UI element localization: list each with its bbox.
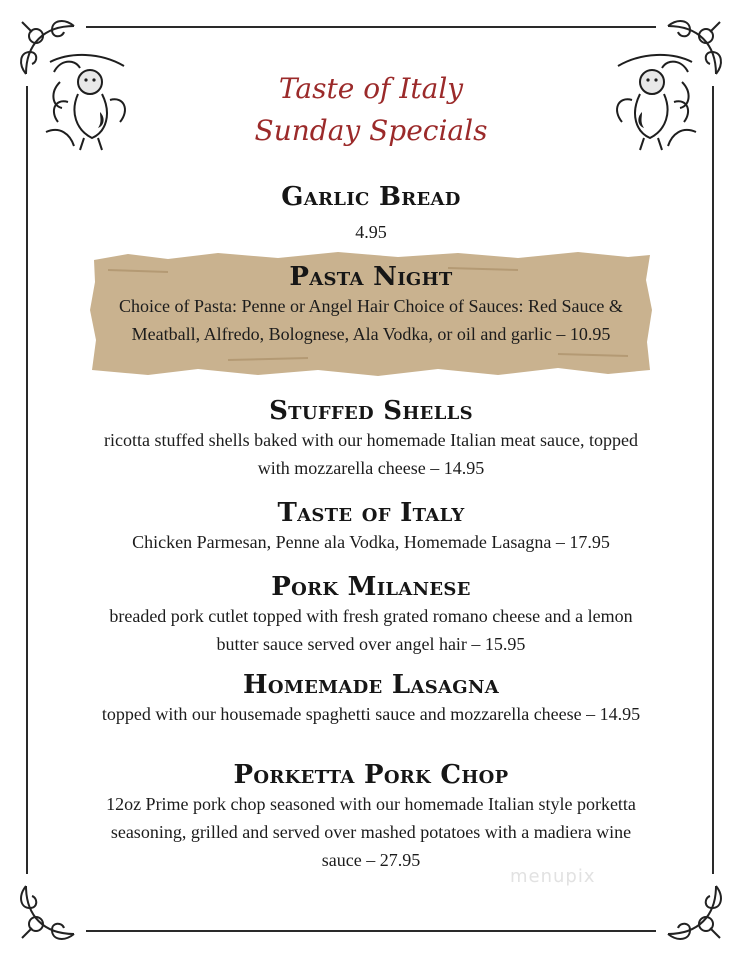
item-name: Pork Milanese [271,572,471,602]
item-name: Porketta Pork Chop [233,760,509,790]
watermark: menupix [510,866,596,887]
menu-title: Taste of Italy [278,72,464,105]
item-name: Garlic Bread [281,182,461,212]
item-name: Pasta Night [289,262,453,292]
item-description: Chicken Parmesan, Penne ala Vodka, Homemade Lasagna – 17.95 [132,532,610,552]
menu-subtitle: Sunday Specials [254,114,488,147]
corner-flourish-icon [656,874,728,946]
corner-flourish-icon [14,874,86,946]
menu-item [90,498,652,556]
item-name: Homemade Lasagna [243,670,499,700]
menu-item [90,572,652,658]
item-description: 12oz Prime pork chop seasoned with our homemade Italian style porketta seasoning, grilled and served over mashed potatoes with a madiera wine sauce – 27.95 [106,794,636,870]
menu-item [90,760,652,874]
menu-item [90,396,652,482]
menu-item [90,262,652,348]
item-description: ricotta stuffed shells baked with our homemade Italian meat sauce, topped with mozzarella cheese – 14.95 [104,430,638,478]
menu-item [90,182,652,246]
item-description: breaded pork cutlet topped with fresh grated romano cheese and a lemon butter sauce served over angel hair – 15.95 [109,606,633,654]
item-price: 4.95 [355,222,387,242]
menu-item [90,670,652,728]
item-description: Choice of Pasta: Penne or Angel Hair Choice of Sauces: Red Sauce & Meatball, Alfredo, Bolognese, Ala Vodka, or oil and garlic – 10.95 [119,296,623,344]
item-name: Stuffed Shells [269,396,473,426]
item-name: Taste of Italy [277,498,465,528]
item-description: topped with our housemade spaghetti sauce and mozzarella cheese – 14.95 [101,704,641,724]
